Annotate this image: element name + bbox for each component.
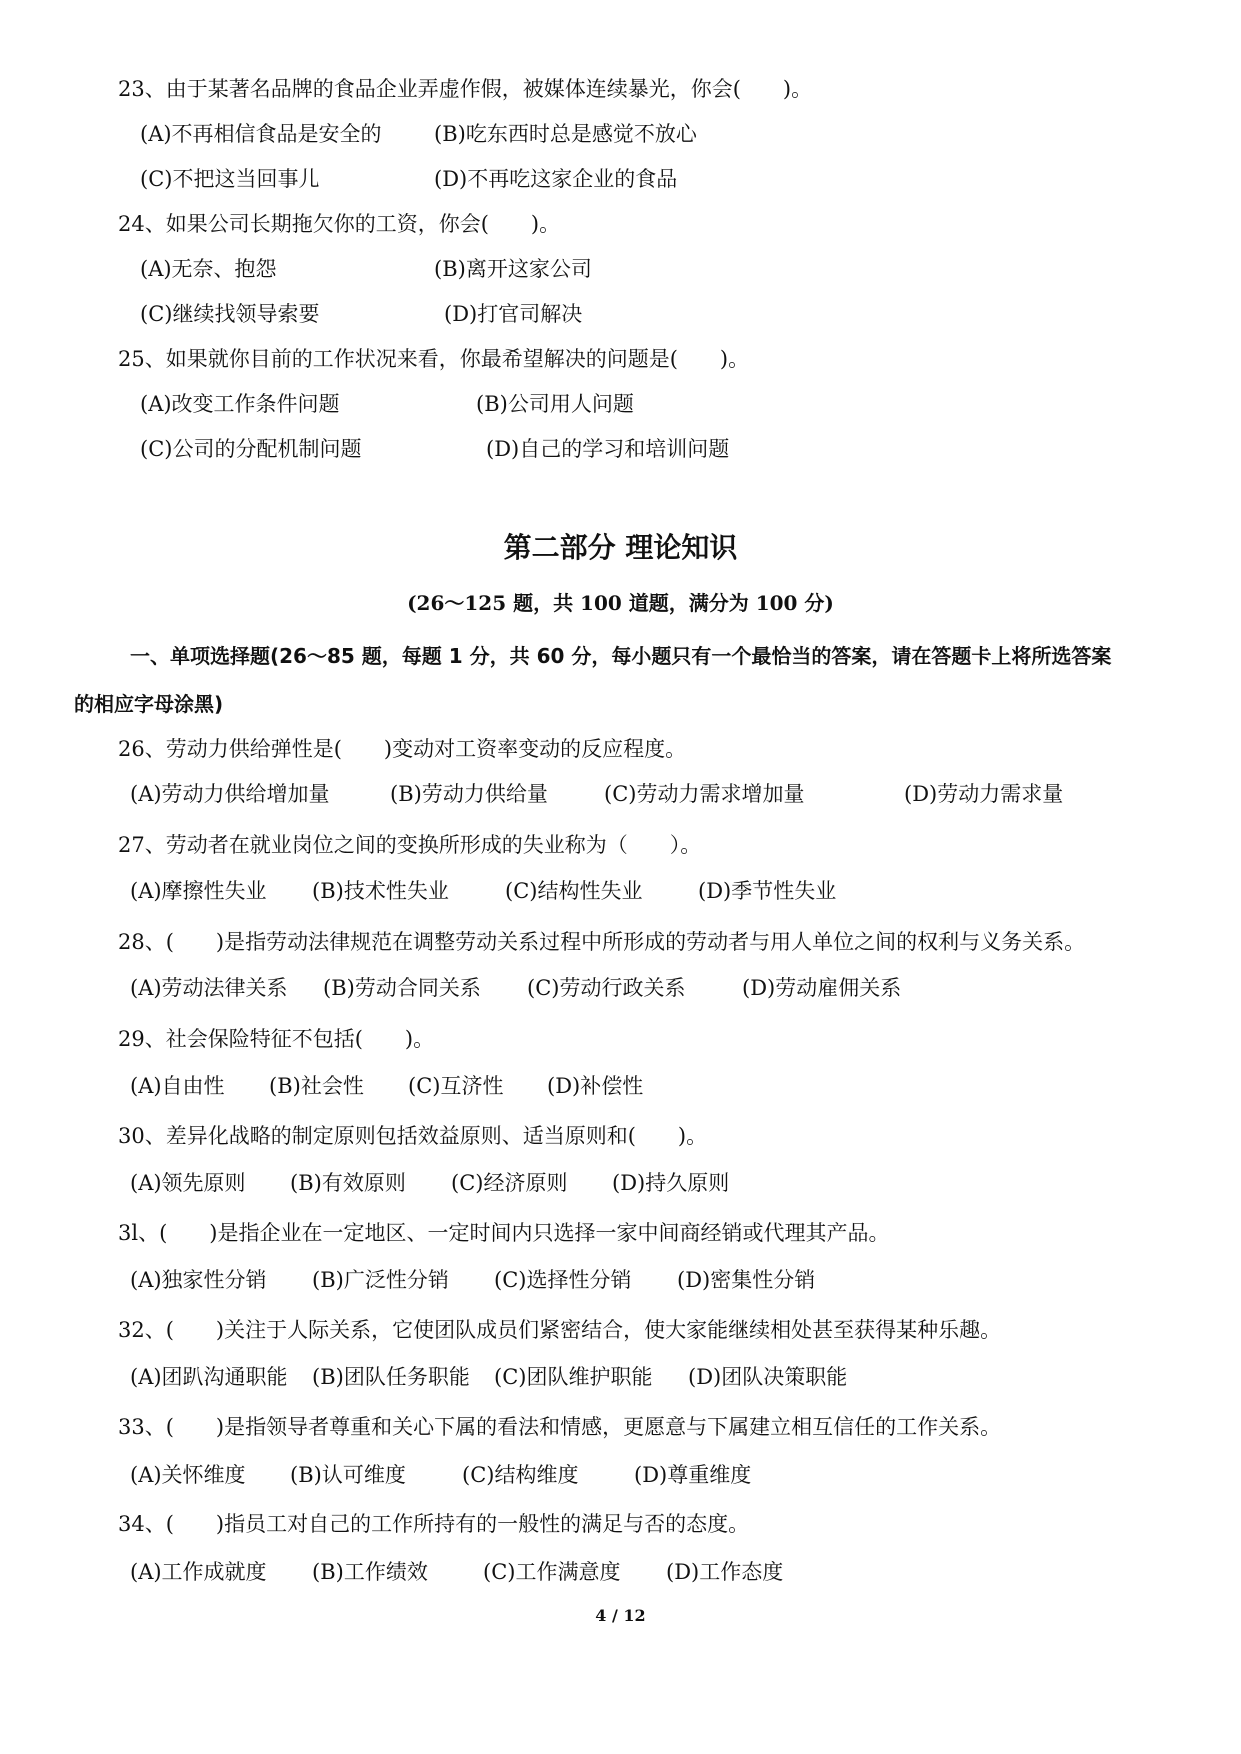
question-24-option-a: (A)无奈、抱怨 — [140, 257, 277, 281]
question-25-stem: 25、如果就你目前的工作状况来看，你最希望解决的问题是( )。 — [118, 347, 750, 371]
question-26-option-b: (B)劳动力供给量 — [390, 782, 548, 806]
question-32-option-c: (C)团队维护职能 — [494, 1365, 653, 1389]
question-32-stem: 32、( )关注于人际关系，它使团队成员们紧密结合，使大家能继续相处甚至获得某种乐趣。 — [118, 1318, 1002, 1342]
question-34-option-d: (D)工作态度 — [666, 1560, 784, 1584]
question-24-option-c: (C)继续找领导索要 — [140, 302, 320, 326]
question-29-option-c: (C)互济性 — [408, 1074, 504, 1098]
question-28-option-d: (D)劳动雇佣关系 — [742, 976, 902, 1000]
question-23-option-c: (C)不把这当回事儿 — [140, 167, 320, 191]
question-24-option-b: (B)离开这家公司 — [434, 257, 592, 281]
question-23-option-d: (D)不再吃这家企业的食品 — [434, 167, 678, 191]
question-25-option-d: (D)自己的学习和培训问题 — [486, 437, 730, 461]
question-30-option-c: (C)经济原则 — [451, 1171, 568, 1195]
question-32-option-b: (B)团队任务职能 — [312, 1365, 470, 1389]
question-34-option-b: (B)工作绩效 — [312, 1560, 428, 1584]
question-27-stem: 27、劳动者在就业岗位之间的变换所形成的失业称为（ ）。 — [118, 833, 702, 857]
question-33-option-c: (C)结构维度 — [462, 1463, 579, 1487]
question-25-option-a: (A)改变工作条件问题 — [140, 392, 340, 416]
section-instruction-line1: 一、单项选择题(26～85 题，每题 1 分，共 60 分，每小题只有一个最恰当的答案，请在答题卡上将所选答案 — [130, 644, 1112, 668]
section-instruction-line2: 的相应字母涂黑) — [74, 692, 224, 716]
question-31-option-a: (A)独家性分销 — [130, 1268, 267, 1292]
question-29-option-a: (A)自由性 — [130, 1074, 225, 1098]
question-28-option-c: (C)劳动行政关系 — [527, 976, 686, 1000]
question-34-option-a: (A)工作成就度 — [130, 1560, 267, 1584]
question-29-option-b: (B)社会性 — [269, 1074, 364, 1098]
question-28-option-a: (A)劳动法律关系 — [130, 976, 288, 1000]
question-24-stem: 24、如果公司长期拖欠你的工资，你会( )。 — [118, 212, 561, 236]
question-31-option-d: (D)密集性分销 — [677, 1268, 816, 1292]
question-26-option-d: (D)劳动力需求量 — [904, 782, 1064, 806]
question-31-stem: 3l、( )是指企业在一定地区、一定时间内只选择一家中间商经销或代理其产品。 — [118, 1221, 890, 1245]
question-33-option-d: (D)尊重维度 — [634, 1463, 752, 1487]
question-23-option-b: (B)吃东西时总是感觉不放心 — [434, 122, 697, 146]
page-number: 4 / 12 — [595, 1606, 646, 1625]
question-31-option-b: (B)广泛性分销 — [312, 1268, 449, 1292]
question-29-stem: 29、社会保险特征不包括( )。 — [118, 1027, 435, 1051]
question-32-option-d: (D)团队决策职能 — [688, 1365, 848, 1389]
question-25-option-c: (C)公司的分配机制问题 — [140, 437, 362, 461]
part2-subtitle: (26～125 题，共 100 道题，满分为 100 分) — [407, 591, 834, 615]
question-30-option-a: (A)领先原则 — [130, 1171, 246, 1195]
question-27-option-d: (D)季节性失业 — [698, 879, 837, 903]
question-27-option-a: (A)摩擦性失业 — [130, 879, 267, 903]
question-24-option-d: (D)打官司解决 — [444, 302, 583, 326]
question-30-option-d: (D)持久原则 — [612, 1171, 730, 1195]
question-25-option-b: (B)公司用人问题 — [476, 392, 634, 416]
question-34-option-c: (C)工作满意度 — [483, 1560, 621, 1584]
question-26-stem: 26、劳动力供给弹性是( )变动对工资率变动的反应程度。 — [118, 737, 687, 761]
question-31-option-c: (C)选择性分销 — [494, 1268, 632, 1292]
question-23-option-a: (A)不再相信食品是安全的 — [140, 122, 382, 146]
question-33-option-b: (B)认可维度 — [290, 1463, 406, 1487]
part2-title: 第二部分 理论知识 — [503, 531, 738, 564]
question-32-option-a: (A)团趴沟通职能 — [130, 1365, 288, 1389]
question-27-option-c: (C)结构性失业 — [505, 879, 643, 903]
question-34-stem: 34、( )指员工对自己的工作所持有的一般性的满足与否的态度。 — [118, 1512, 750, 1536]
question-30-option-b: (B)有效原则 — [290, 1171, 406, 1195]
question-26-option-a: (A)劳动力供给增加量 — [130, 782, 330, 806]
question-30-stem: 30、差异化战略的制定原则包括效益原则、适当原则和( )。 — [118, 1124, 708, 1148]
question-33-option-a: (A)关怀维度 — [130, 1463, 246, 1487]
question-27-option-b: (B)技术性失业 — [312, 879, 449, 903]
question-23-stem: 23、由于某著名品牌的食品企业弄虚作假，被媒体连续暴光，你会( )。 — [118, 77, 813, 101]
question-28-option-b: (B)劳动合同关系 — [323, 976, 481, 1000]
question-28-stem: 28、( )是指劳动法律规范在调整劳动关系过程中所形成的劳动者与用人单位之间的权利与义务关系。 — [118, 930, 1086, 954]
question-29-option-d: (D)补偿性 — [547, 1074, 644, 1098]
question-26-option-c: (C)劳动力需求增加量 — [604, 782, 805, 806]
question-33-stem: 33、( )是指领导者尊重和关心下属的看法和情感，更愿意与下属建立相互信任的工作关系。 — [118, 1415, 1002, 1439]
